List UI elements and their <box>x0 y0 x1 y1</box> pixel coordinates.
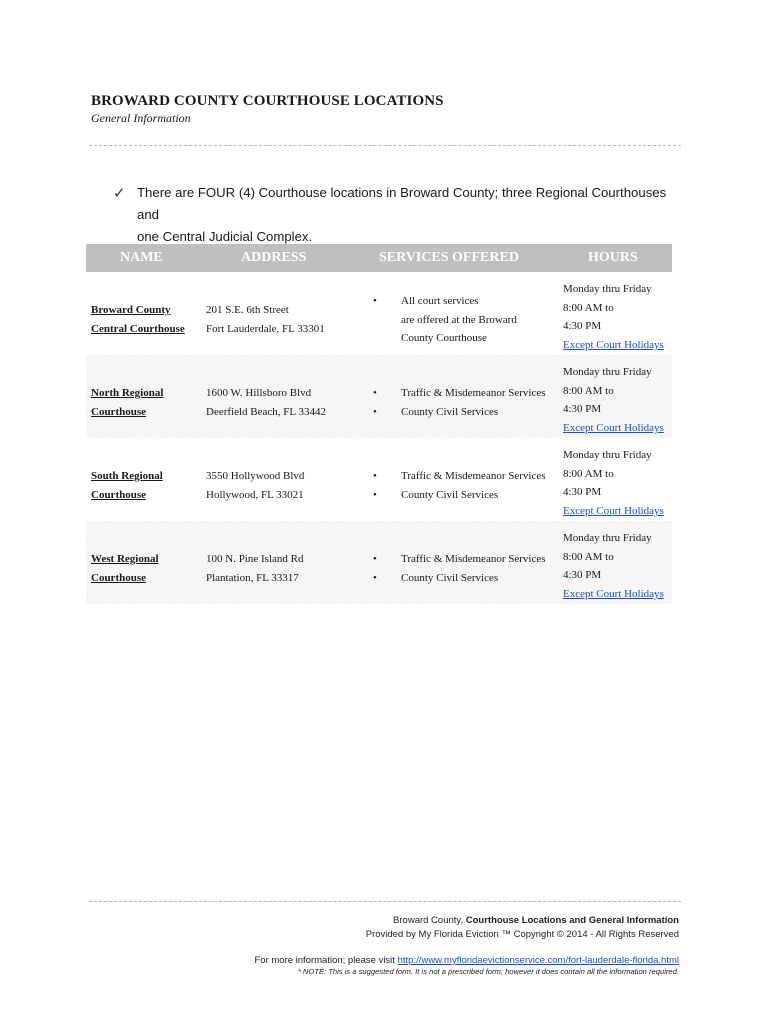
services-list <box>371 550 546 587</box>
bullet-icon: • <box>373 405 377 418</box>
courthouse-hours <box>563 529 664 603</box>
bullet-icon: • <box>373 553 377 565</box>
hours-days: Monday thru Friday <box>563 449 652 461</box>
hours-days: Monday thru Friday <box>563 283 652 295</box>
intro-line-2: one Central Judicial Complex. <box>137 229 313 244</box>
check-mark-icon: ✓ <box>113 184 126 202</box>
courthouse-name-line[interactable]: Courthouse <box>91 488 147 501</box>
footer-website-link[interactable]: http://www.myfloridaevictionservice.com/fort-lauderdale-florida.html <box>397 955 679 966</box>
table-row <box>86 272 672 355</box>
header-address: ADDRESS <box>241 250 307 265</box>
header-hours: HOURS <box>588 250 638 265</box>
intro-paragraph <box>113 182 683 248</box>
page-subtitle: General Information <box>91 111 191 125</box>
bullet-icon: • <box>373 295 377 307</box>
hours-open: 8:00 AM to <box>563 384 614 397</box>
service-text: County Civil Services <box>401 488 499 501</box>
courthouse-table <box>86 244 672 604</box>
courthouse-name[interactable] <box>91 550 159 587</box>
footer-more-info <box>254 955 679 966</box>
divider-top <box>89 145 681 146</box>
courthouse-name-line[interactable]: North Regional <box>91 387 164 399</box>
table-row <box>86 521 672 604</box>
courthouse-name-line[interactable]: Central Courthouse <box>91 322 185 335</box>
court-holidays-link[interactable]: Except Court Holidays <box>563 421 664 434</box>
footer-title-bold: Courthouse Locations and General Information <box>465 915 679 926</box>
service-text-cont: are offered at the Broward <box>401 313 517 326</box>
table-row <box>86 438 672 521</box>
court-holidays-link[interactable]: Except Court Holidays <box>563 338 664 351</box>
service-text-cont: County Courthouse <box>401 332 487 345</box>
courthouse-name[interactable] <box>91 467 163 504</box>
service-text: Traffic & Misdemeanor Services <box>401 553 546 565</box>
address-line: 100 N. Pine Island Rd <box>206 553 304 565</box>
hours-days: Monday thru Friday <box>563 532 652 544</box>
footer-copyright: Provided by My Florida Eviction ™ Copyright © 2014 - All Rights Reserved <box>365 929 679 940</box>
services-list <box>371 467 546 504</box>
court-holidays-link[interactable]: Except Court Holidays <box>563 504 664 517</box>
service-text: All court services <box>401 295 479 307</box>
courthouse-name-line[interactable]: Broward County <box>91 304 171 316</box>
address-line: Hollywood, FL 33021 <box>206 488 304 501</box>
courthouse-name-line[interactable]: Courthouse <box>91 405 147 418</box>
hours-days: Monday thru Friday <box>563 366 652 378</box>
footer-title <box>393 915 679 926</box>
service-item <box>371 292 517 311</box>
courthouse-name-line[interactable]: West Regional <box>91 553 159 565</box>
table-header <box>86 244 672 272</box>
address-line: 201 S.E. 6th Street <box>206 304 289 316</box>
intro-line-1: There are FOUR (4) Courthouse locations in Broward County; three Regional Courthouses and <box>137 185 667 222</box>
bullet-icon: • <box>373 470 377 482</box>
bullet-icon: • <box>373 488 377 501</box>
courthouse-name[interactable] <box>91 384 163 421</box>
service-text: County Civil Services <box>401 571 499 584</box>
address-line: 3550 Hollywood Blvd <box>206 470 305 482</box>
courthouse-name-line[interactable]: South Regional <box>91 470 163 482</box>
courthouse-address <box>206 467 304 504</box>
hours-close: 4:30 PM <box>563 569 602 582</box>
courthouse-address <box>206 384 326 421</box>
hours-open: 8:00 AM to <box>563 550 614 563</box>
address-line: 1600 W. Hillsboro Blvd <box>206 387 312 399</box>
service-item <box>371 384 546 403</box>
courthouse-hours <box>563 446 664 520</box>
footer-title-prefix: Broward County, <box>393 915 466 926</box>
page-title: BROWARD COUNTY COURTHOUSE LOCATIONS <box>91 93 444 109</box>
service-text: County Civil Services <box>401 405 499 418</box>
header-services: SERVICES OFFERED <box>379 250 519 265</box>
footer-note: * NOTE: This is a suggested form. It is not a prescribed form; however it does contain all the information required. <box>297 967 679 976</box>
divider-bottom <box>89 901 681 902</box>
bullet-icon: • <box>373 571 377 584</box>
hours-close: 4:30 PM <box>563 403 602 416</box>
service-item <box>371 569 546 588</box>
service-text: Traffic & Misdemeanor Services <box>401 387 546 399</box>
service-item <box>371 467 546 486</box>
footer-more-info-prefix: For more information; please visit <box>254 955 398 966</box>
address-line: Fort Lauderdale, FL 33301 <box>206 322 325 335</box>
service-text: Traffic & Misdemeanor Services <box>401 470 546 482</box>
header-name: NAME <box>120 250 163 265</box>
courthouse-hours <box>563 280 664 354</box>
hours-open: 8:00 AM to <box>563 301 614 314</box>
hours-close: 4:30 PM <box>563 486 602 499</box>
courthouse-name-line[interactable]: Courthouse <box>91 571 147 584</box>
services-list <box>371 292 517 348</box>
court-holidays-link[interactable]: Except Court Holidays <box>563 587 664 600</box>
courthouse-address <box>206 301 325 338</box>
courthouse-address <box>206 550 303 587</box>
services-list <box>371 384 546 421</box>
hours-close: 4:30 PM <box>563 320 602 333</box>
address-line: Plantation, FL 33317 <box>206 571 299 584</box>
service-item <box>371 403 546 422</box>
courthouse-hours <box>563 363 664 437</box>
table-row <box>86 355 672 438</box>
bullet-icon: • <box>373 387 377 399</box>
courthouse-name[interactable] <box>91 301 185 338</box>
service-item <box>371 486 546 505</box>
address-line: Deerfield Beach, FL 33442 <box>206 405 326 418</box>
hours-open: 8:00 AM to <box>563 467 614 480</box>
service-item <box>371 550 546 569</box>
